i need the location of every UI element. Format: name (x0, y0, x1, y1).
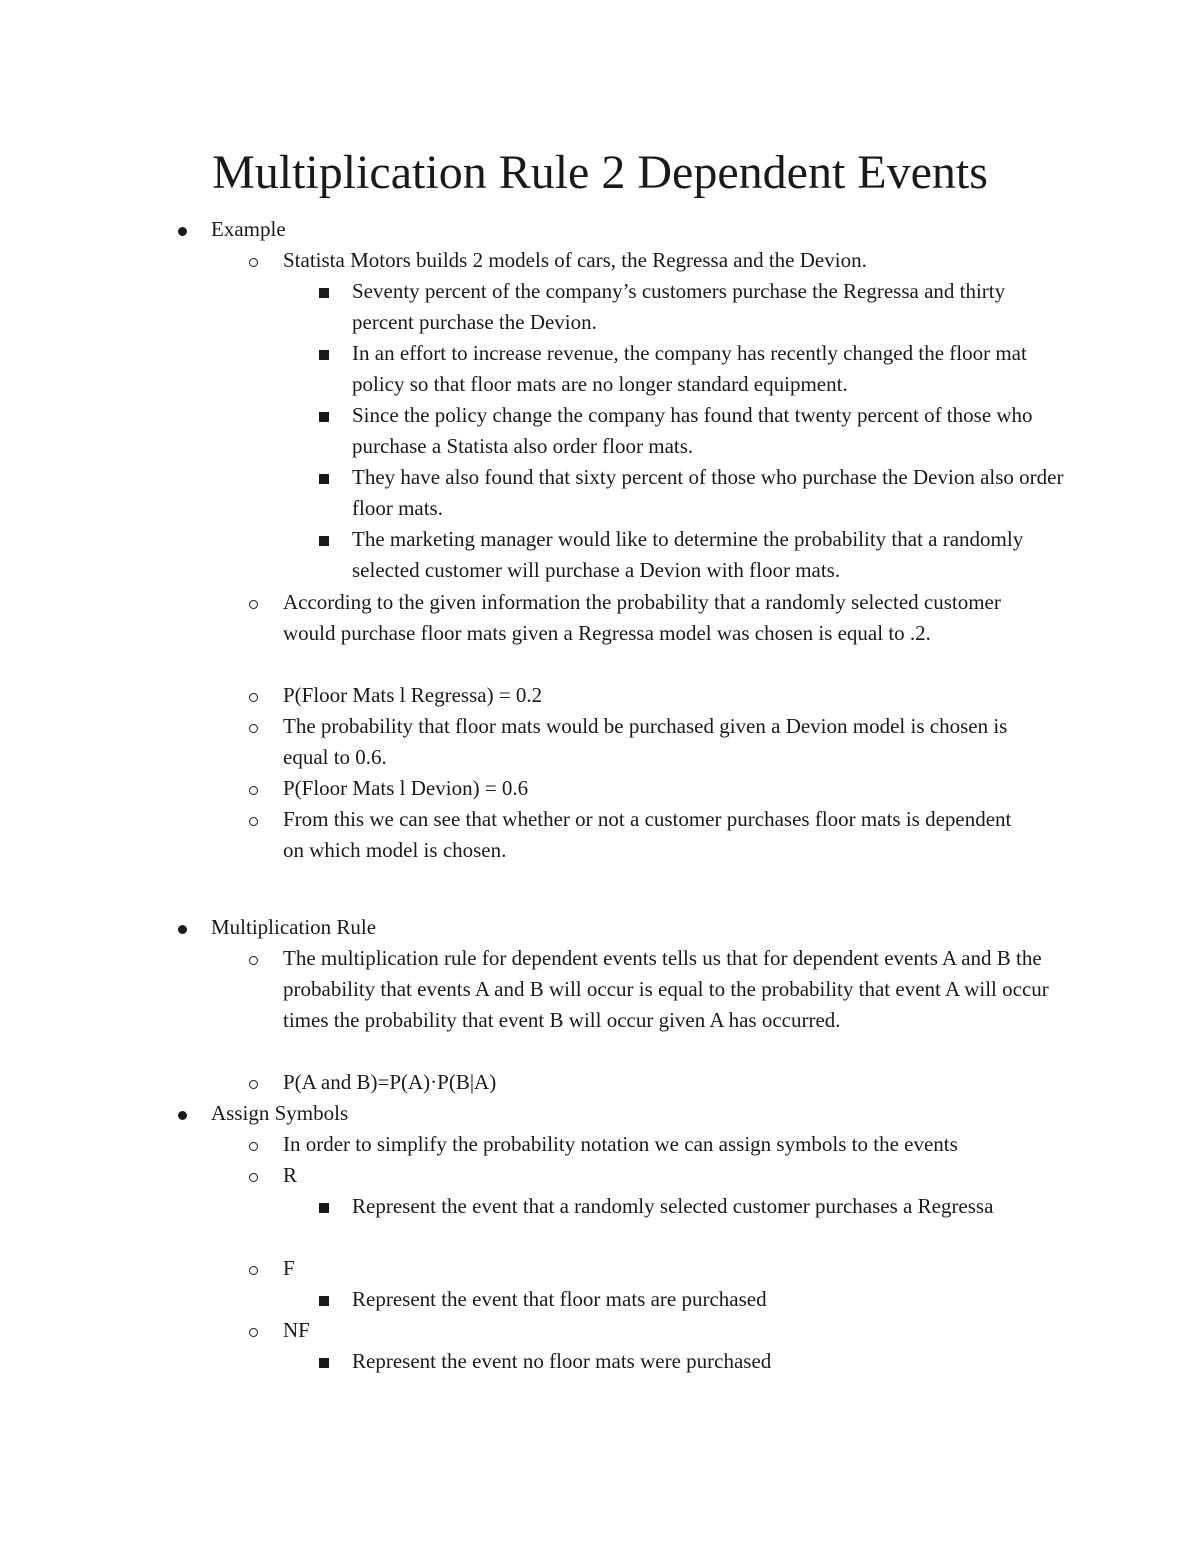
bullet-square-icon (314, 1191, 334, 1222)
bullet-circle-icon (243, 245, 263, 276)
bullet-square-icon (314, 400, 334, 431)
bullet-square-icon (314, 276, 334, 307)
bullet-circle-icon (243, 1315, 263, 1346)
list-item (0, 1067, 1200, 1098)
list-text: The multiplication rule for dependent events tells us that for dependent events A and B the probability that events A and B will occur is equal to the probability that event A will occur times the probability that event B will occur given A has occurred. (283, 946, 1049, 1032)
list-item (0, 1315, 1200, 1346)
list-item (0, 943, 1200, 1067)
symbol-label: NF (283, 1318, 310, 1342)
list-item (0, 338, 1200, 400)
section-heading: Example (211, 217, 286, 241)
section-multiplication-rule (0, 912, 1200, 1098)
list-item (0, 214, 1200, 245)
section-heading: Multiplication Rule (211, 915, 377, 939)
formula: P(Floor Mats l Devion) = 0.6 (283, 776, 529, 800)
formula: P(A and B)=P(A)·P(B|A) (283, 1070, 497, 1094)
section-heading: Assign Symbols (211, 1101, 349, 1125)
list-item (0, 462, 1200, 524)
list-item (0, 1253, 1200, 1284)
bullet-circle-icon (243, 1129, 263, 1160)
section-example (0, 214, 1200, 866)
bullet-circle-icon (243, 804, 263, 835)
bullet-square-icon (314, 524, 334, 555)
list-item (0, 1346, 1200, 1377)
bullet-square-icon (314, 1346, 334, 1377)
bullet-square-icon (314, 462, 334, 493)
list-text: The probability that floor mats would be purchased given a Devion model is chosen is equal to 0.6. (283, 714, 1008, 769)
bullet-circle-icon (243, 943, 263, 974)
list-text: Represent the event that a randomly selected customer purchases a Regressa (352, 1194, 994, 1218)
list-text: Since the policy change the company has found that twenty percent of those who purchase a Statista also order floor mats. (352, 403, 1033, 458)
bullet-circle-icon (243, 587, 263, 618)
bullet-dot-icon (172, 214, 192, 245)
list-text: They have also found that sixty percent of those who purchase the Devion also order floor mats. (352, 465, 1064, 520)
list-item (0, 1284, 1200, 1315)
list-item (0, 711, 1200, 773)
list-text: From this we can see that whether or not a customer purchases floor mats is dependent on which model is chosen. (283, 807, 1012, 862)
list-text: According to the given information the probability that a randomly selected customer would purchase floor mats given a Regressa model was chosen is equal to .2. (283, 590, 1001, 645)
list-item (0, 245, 1200, 276)
list-item (0, 912, 1200, 943)
list-item (0, 1098, 1200, 1129)
list-item (0, 773, 1200, 804)
bullet-square-icon (314, 338, 334, 369)
section-assign-symbols (0, 1098, 1200, 1377)
bullet-circle-icon (243, 1253, 263, 1284)
list-text: In an effort to increase revenue, the company has recently changed the floor mat policy so that floor mats are no longer standard equipment. (352, 341, 1027, 396)
bullet-dot-icon (172, 1098, 192, 1129)
list-text: Represent the event that floor mats are purchased (352, 1287, 767, 1311)
symbol-label: R (283, 1163, 298, 1187)
bullet-circle-icon (243, 680, 263, 711)
bullet-circle-icon (243, 1067, 263, 1098)
list-item (0, 1129, 1200, 1160)
list-text: In order to simplify the probability notation we can assign symbols to the events (283, 1132, 958, 1156)
bullet-circle-icon (243, 711, 263, 742)
list-text: The marketing manager would like to determine the probability that a randomly selected customer will purchase a Devion with floor mats. (352, 527, 1024, 582)
list-item (0, 1191, 1200, 1253)
bullet-dot-icon (172, 912, 192, 943)
symbol-label: F (283, 1256, 295, 1280)
list-item (0, 587, 1200, 680)
bullet-circle-icon (243, 773, 263, 804)
list-item (0, 1160, 1200, 1191)
bullet-square-icon (314, 1284, 334, 1315)
bullet-circle-icon (243, 1160, 263, 1191)
page-title: Multiplication Rule 2 Dependent Events (212, 146, 988, 199)
list-text: Statista Motors builds 2 models of cars, the Regressa and the Devion. (283, 248, 867, 272)
list-item (0, 680, 1200, 711)
list-text: Seventy percent of the company’s customers purchase the Regressa and thirty percent purchase the Devion. (352, 279, 1006, 334)
formula: P(Floor Mats l Regressa) = 0.2 (283, 683, 543, 707)
list-item (0, 524, 1200, 587)
list-item (0, 276, 1200, 338)
list-item (0, 804, 1200, 866)
list-item (0, 400, 1200, 462)
list-text: Represent the event no floor mats were purchased (352, 1349, 772, 1373)
